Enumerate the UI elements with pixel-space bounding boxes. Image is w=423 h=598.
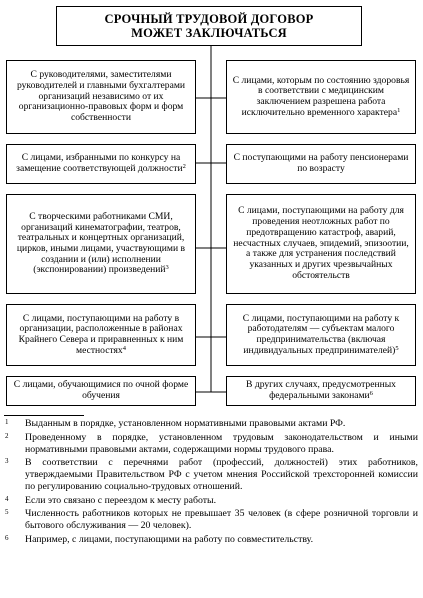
footnote-number: 5 [5,508,9,517]
right-box-other-cases-text: В других случаях, предусмотренных федеральными законами [246,379,396,401]
footnote-number: 6 [5,533,9,542]
footnote-item [5,418,418,430]
left-box-far-north [6,304,196,366]
diagram-title-text: СРОЧНЫЙ ТРУДОВОЙ ДОГОВОР МОЖЕТ ЗАКЛЮЧАТЬСЯ [104,11,314,40]
left-box-students [6,376,196,406]
footnote-number: 1 [5,418,9,426]
footnote-text: Если это связано с переездом к месту работы. [25,494,217,506]
left-box-students-text: С лицами, обучающимися по очной форме обучения [13,379,189,401]
footnote-text: Например, с лицами, поступающими на работу по совместительству. [25,533,314,545]
footnote-ref-1: 1 [397,106,401,114]
left-box-creative-text: С творческими работниками СМИ, организаций кинематографии, театров, театральных и концертных организаций, цирков, иными лицами, участвующими в создании и (или) исполнении (экспонировании) произведений [16,210,186,276]
footnote-divider [4,415,84,416]
right-box-emergency [226,194,416,294]
right-box-pensioners [226,144,416,184]
right-box-pensioners-text: С поступающими на работу пенсионерами по возрасту [233,152,409,174]
left-box-far-north-text: С лицами, поступающими на работу в организации, расположенные в районах Крайнего Севера и приравненных к ним местностях [18,312,184,356]
footnote-item [5,432,418,456]
footnote-number: 4 [5,494,9,503]
diagram-title [56,6,362,46]
right-box-other-cases [226,376,416,406]
left-box-executives-text: С руководителями, заместителями руководителей и главными бухгалтерами организаций независимо от их организационно-правовых форм и форм собственности [16,69,186,124]
footnote-ref-2: 2 [182,163,186,170]
footnote-text: Проведенному в порядке, установленном трудовым законодательством и иными нормативными правовыми актами, содержащими нормы трудового права. [25,431,418,455]
right-box-health-text: С лицами, которым по состоянию здоровья в соответствии с медицинским заключением разрешена работа исключительно временного характера [232,74,410,118]
footnote-ref-3: 3 [165,264,169,272]
right-box-small-business-text: С лицами, поступающими на работу к работодателям — субъектам малого предпринимательства (включая индивидуальных предпринимателей) [242,312,400,356]
footnote-item [5,495,418,507]
footnote-item [5,508,418,532]
footnote-ref-5: 5 [395,344,399,352]
footnote-text: Выданным в порядке, установленном нормативными правовыми актами РФ. [25,418,346,429]
right-box-emergency-text: С лицами, поступающими на работу для проведения неотложных работ по предотвращению катастроф, аварий, несчастных случаев, эпидемий, эпизоотии, а также для устранения последствий указанных и других чрезвычайных обстоятельств [233,205,409,281]
right-box-small-business [226,304,416,366]
left-box-executives [6,60,196,134]
footnote-ref-6: 6 [369,390,373,397]
footnote-text: Численность работников которых не превышает 35 человек (в сфере розничной торговли и бытового обслуживания — 20 человек). [25,508,418,531]
footnote-number: 2 [5,431,9,440]
left-box-competition [6,144,196,184]
left-box-competition-text: С лицами, избранными по конкурсу на замещение соответствующей должности [16,152,183,174]
footnote-text: В соответствии с перечнями работ (профессий, должностей) этих работников, утверждаемыми Правительством РФ с учетом мнения Российской трехсторонней комиссии по регулированию социально-трудовых отношений. [25,457,418,492]
footnote-number: 3 [5,457,9,466]
footnote-ref-4: 4 [122,344,126,352]
footnotes [5,418,418,548]
left-box-creative [6,194,196,294]
right-box-health [226,60,416,134]
footnote-item [5,457,418,492]
footnote-item [5,534,418,546]
